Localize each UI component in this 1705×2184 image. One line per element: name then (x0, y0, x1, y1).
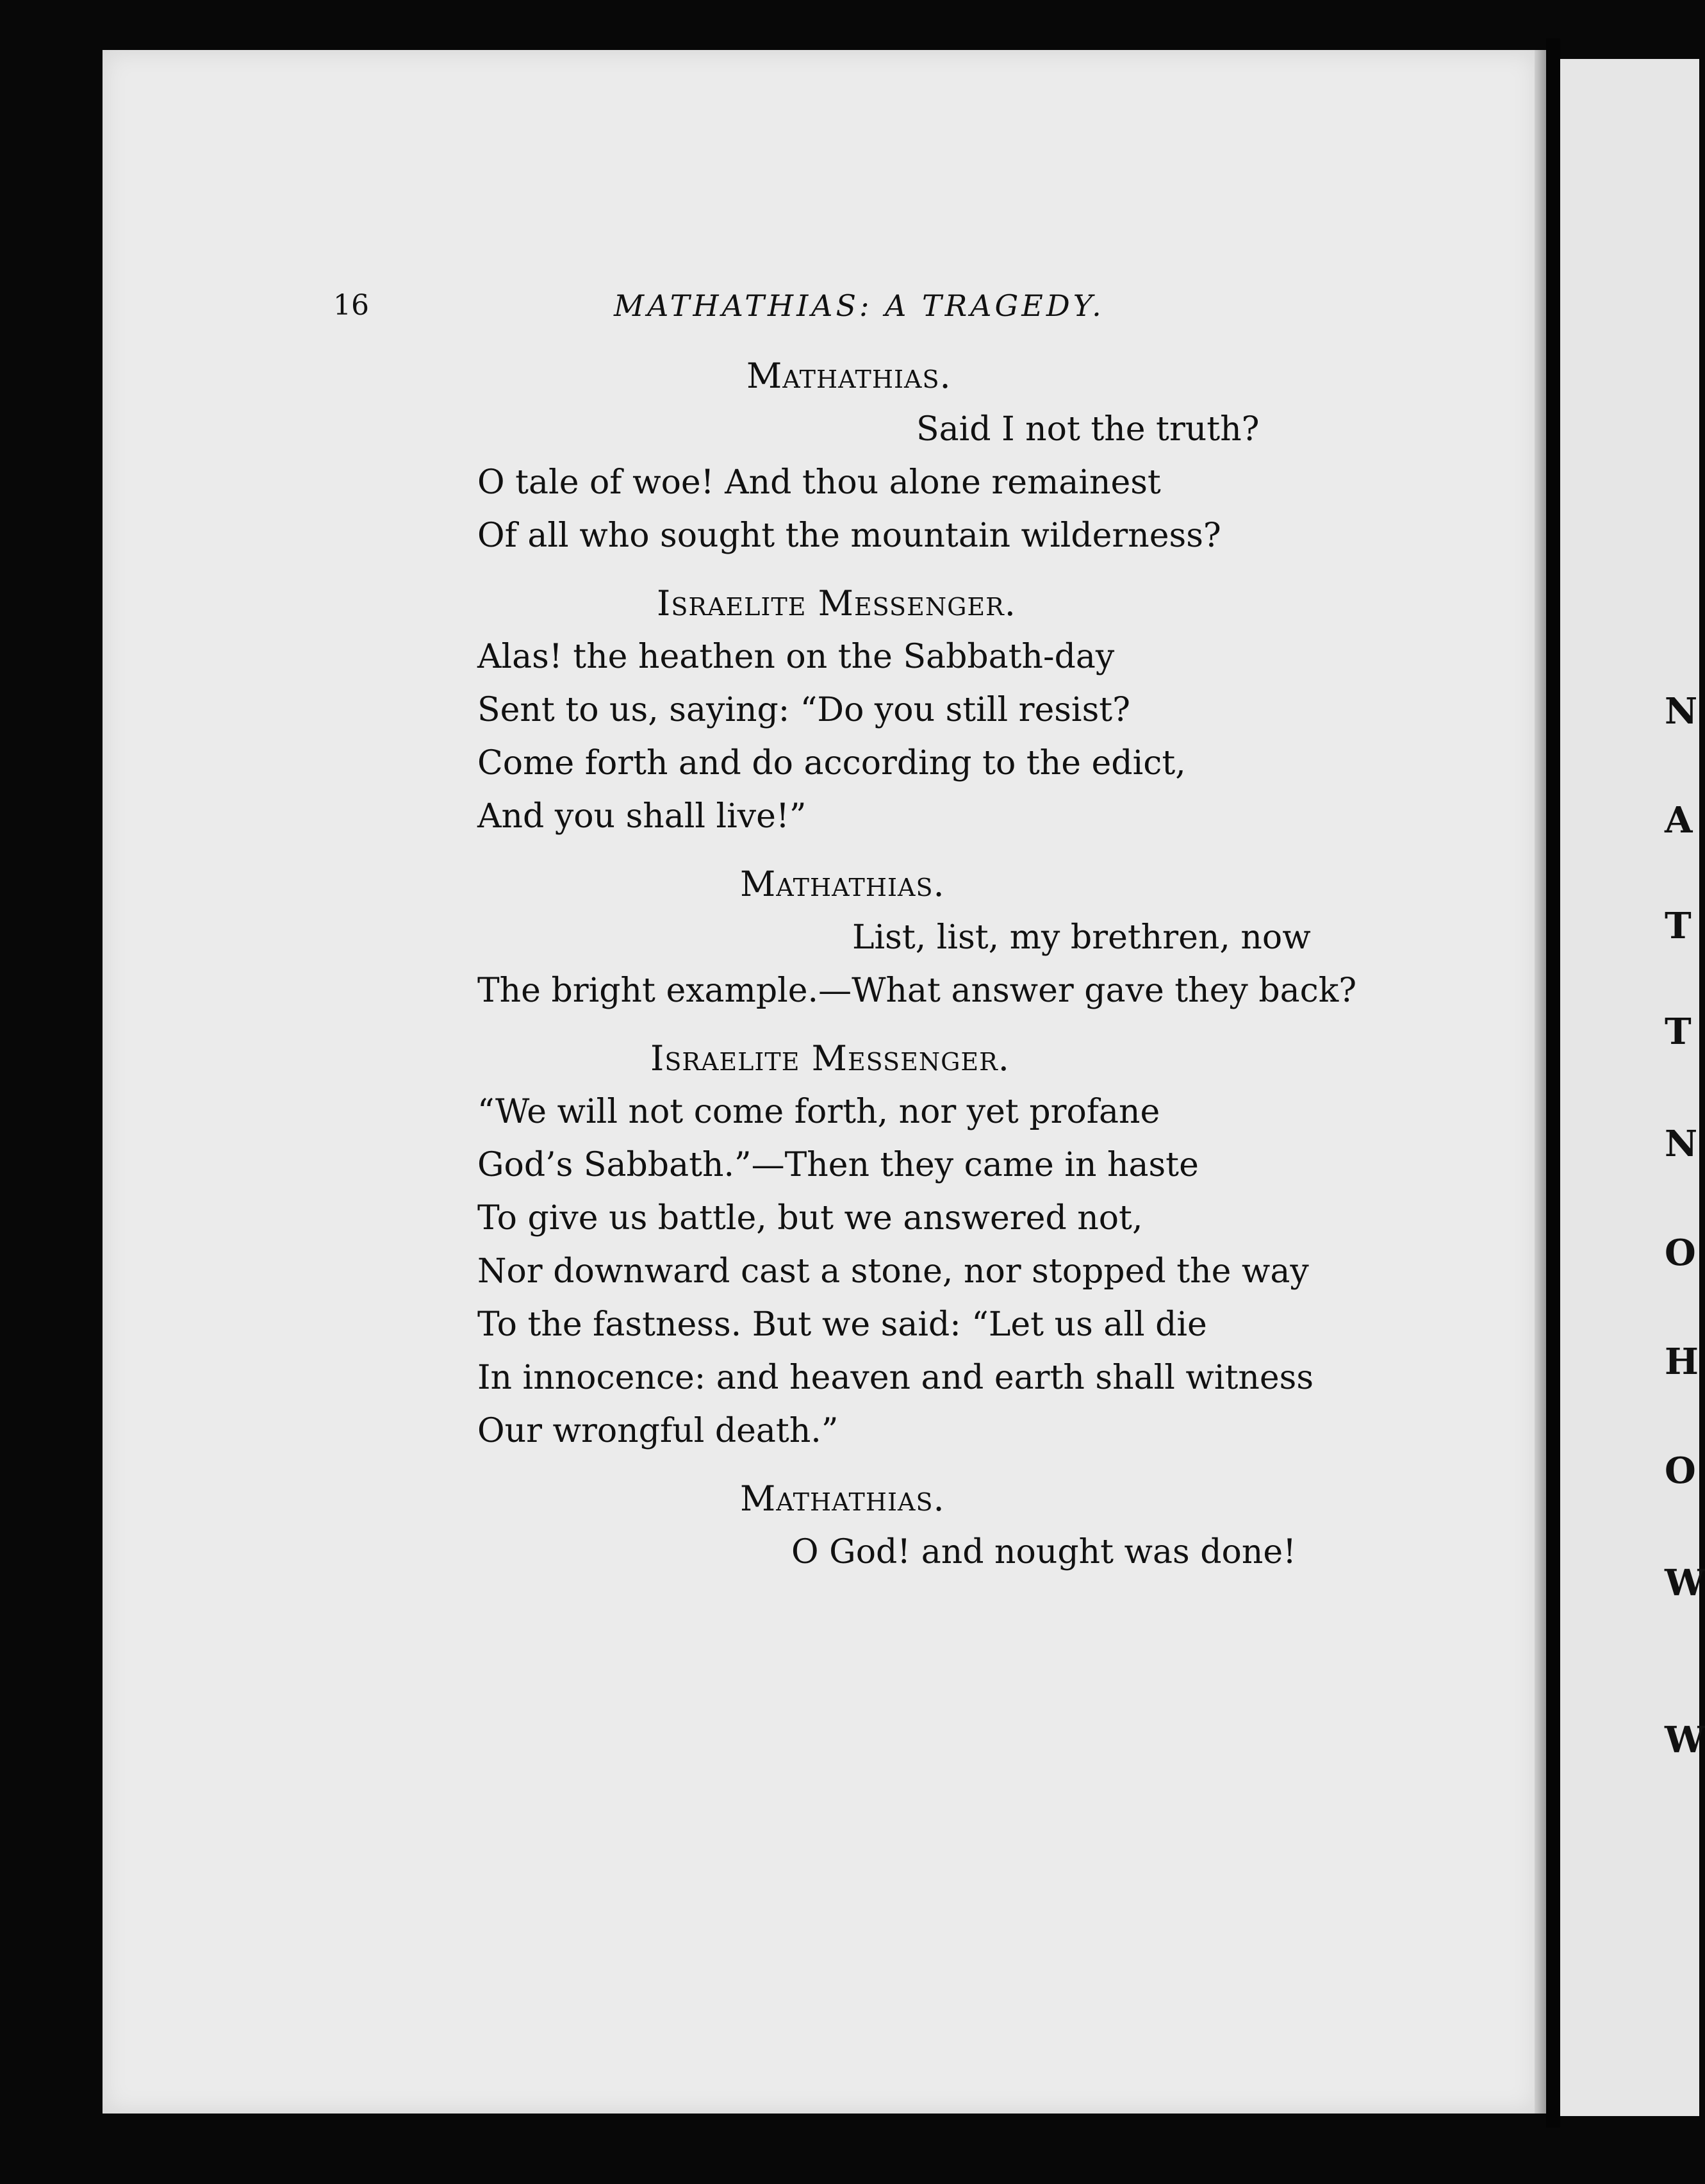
right-page-letter: W (1665, 1562, 1705, 1604)
right-page-letter: N (1665, 1123, 1698, 1165)
right-page-letter: N (1665, 690, 1698, 732)
verse-line: Alas! the heathen on the Sabbath-day (477, 638, 1115, 676)
right-page-letter: T (1665, 1011, 1692, 1053)
running-head (333, 283, 1320, 328)
right-page-letter: A (1665, 799, 1693, 841)
speaker-name: Israelite Messenger. (650, 1038, 1010, 1079)
play-text (477, 349, 1374, 1579)
speaker-name: Mathathias. (740, 864, 945, 904)
verse-line: In innocence: and heaven and earth shall witness (477, 1359, 1314, 1397)
verse-line: Sent to us, saying: “Do you still resist? (477, 691, 1131, 729)
verse-line: Said I not the truth? (916, 410, 1260, 449)
speaker-name: Mathathias. (740, 1478, 945, 1519)
verse-line: Our wrongful death.” (477, 1412, 839, 1450)
right-page-letter: O (1665, 1450, 1696, 1492)
verse-line: “We will not come forth, nor yet profane (477, 1093, 1160, 1131)
speaker-name: Israelite Messenger. (657, 583, 1016, 624)
right-page-letter: H (1665, 1341, 1699, 1383)
book-gutter (1546, 38, 1560, 2128)
verse-line: To the fastness. But we said: “Let us all die (477, 1305, 1207, 1344)
verse-line: List, list, my brethren, now (852, 918, 1311, 957)
verse-line: The bright example.—What answer gave they back? (477, 972, 1357, 1010)
verse-line: Come forth and do according to the edict, (477, 744, 1186, 782)
verse-line: God’s Sabbath.”—Then they came in haste (477, 1146, 1199, 1184)
right-page-letters (1665, 0, 1705, 2184)
right-page-letter: O (1665, 1232, 1696, 1274)
page-edge-shadow (1535, 50, 1546, 2114)
verse-line: Of all who sought the mountain wilderness? (477, 517, 1221, 555)
right-page-letter: T (1665, 905, 1692, 947)
verse-line: And you shall live!” (477, 797, 807, 836)
right-page-letter: W (1665, 1719, 1705, 1761)
verse-line: Nor downward cast a stone, nor stopped the way (477, 1252, 1309, 1291)
speaker-name: Mathathias. (746, 356, 951, 396)
verse-line: O God! and nought was done! (791, 1533, 1296, 1571)
verse-line: To give us battle, but we answered not, (477, 1199, 1143, 1237)
page-number: 16 (333, 289, 369, 322)
running-title: MATHATHIAS: A TRAGEDY. (614, 288, 1105, 323)
verse-line: O tale of woe! And thou alone remainest (477, 463, 1161, 502)
